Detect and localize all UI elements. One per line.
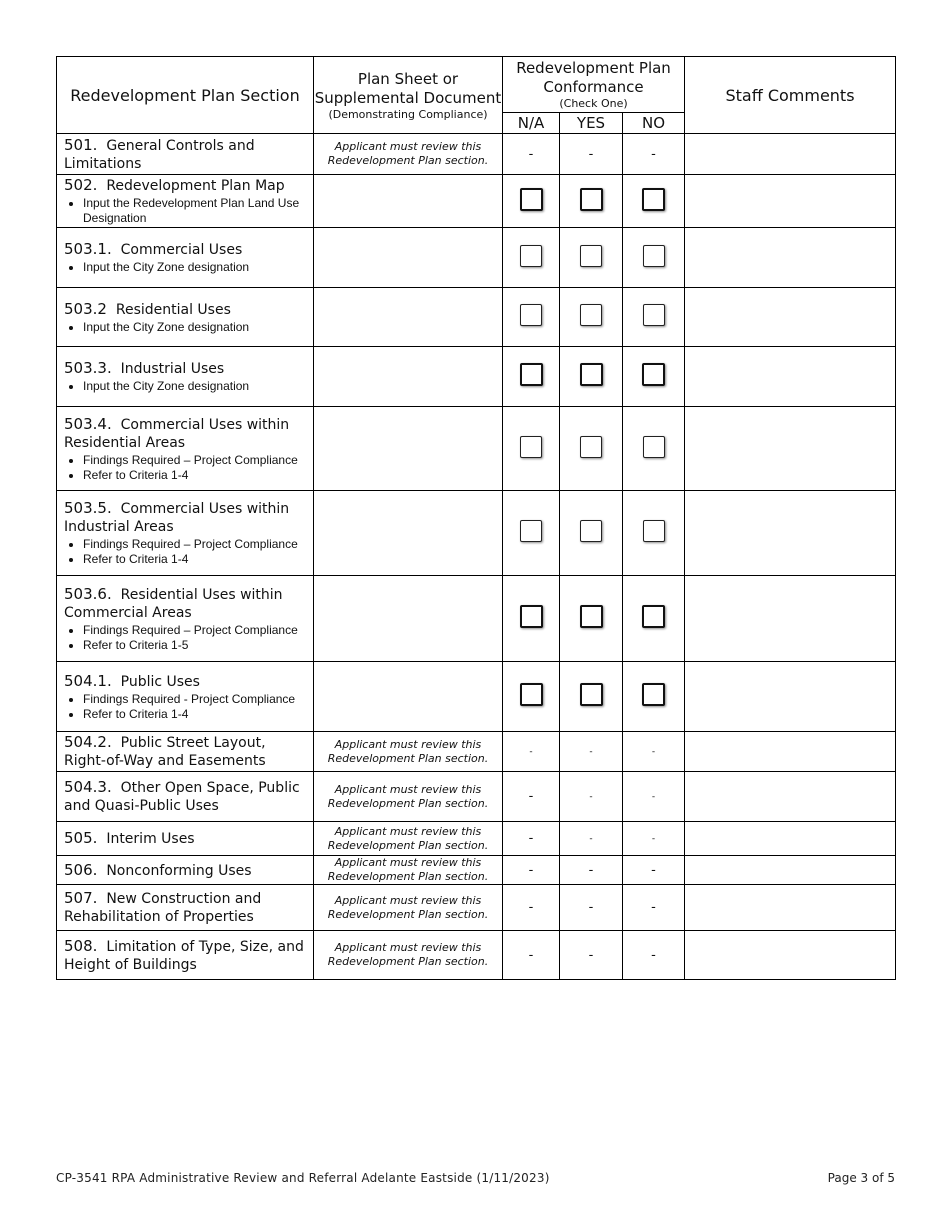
section-number: 506. — [64, 860, 98, 879]
plan-sheet-input[interactable] — [314, 175, 503, 228]
section-cell — [57, 662, 314, 732]
section-bullet: • Refer to Criteria 1-4 — [83, 552, 307, 567]
na-checkbox[interactable] — [520, 605, 543, 628]
section-number: 503.1. — [64, 240, 112, 258]
staff-comments-input[interactable] — [685, 491, 896, 576]
section-heading — [64, 176, 307, 195]
no-dash: - — [623, 134, 685, 175]
section-cell — [57, 576, 314, 662]
na-dash: - — [503, 856, 560, 885]
plan-sheet-input[interactable] — [314, 662, 503, 732]
section-title: Limitation of Type, Size, and Height of Buildings — [64, 938, 304, 973]
section-heading — [64, 778, 307, 815]
section-bullet: • Refer to Criteria 1-4 — [83, 707, 307, 722]
section-number: 507. — [64, 889, 98, 907]
staff-comments-input[interactable] — [685, 288, 896, 347]
section-heading — [64, 861, 307, 880]
table-row — [57, 228, 896, 288]
staff-comments-input[interactable] — [685, 228, 896, 288]
section-number: 505. — [64, 829, 98, 847]
table-row — [57, 491, 896, 576]
section-heading — [64, 733, 307, 770]
section-number: 502. — [64, 176, 98, 194]
header-no: NO — [623, 113, 685, 134]
section-cell — [57, 822, 314, 856]
yes-cell — [560, 228, 623, 288]
na-checkbox[interactable] — [520, 245, 542, 267]
section-number: 503.4. — [64, 414, 112, 433]
yes-dash: - — [560, 772, 623, 822]
header-plan-sheet — [314, 57, 503, 134]
yes-checkbox[interactable] — [580, 605, 603, 628]
section-heading — [64, 672, 307, 691]
footer-form-id: CP-3541 RPA Administrative Review and Referral Adelante Eastside (1/11/2023) — [56, 1171, 550, 1185]
section-number: 501. — [64, 135, 98, 154]
section-number: 503.5. — [64, 499, 112, 517]
section-cell — [57, 491, 314, 576]
staff-comments-input[interactable] — [685, 931, 896, 980]
staff-comments-input[interactable] — [685, 407, 896, 491]
yes-dash: - — [560, 856, 623, 885]
section-title: Commercial Uses — [120, 242, 243, 258]
section-title: General Controls and Limitations — [64, 137, 255, 172]
staff-comments-input[interactable] — [685, 347, 896, 407]
section-bullet: • Findings Required – Project Compliance — [83, 537, 307, 552]
section-cell — [57, 228, 314, 288]
no-cell — [623, 576, 685, 662]
table-row — [57, 885, 896, 931]
header-conformance-title: Redevelopment Plan Conformance — [516, 59, 671, 96]
yes-checkbox[interactable] — [580, 683, 603, 706]
yes-cell — [560, 662, 623, 732]
section-title: Residential Uses — [115, 301, 231, 318]
plan-sheet-note: Applicant must review this Redevelopment Plan section. — [314, 931, 503, 980]
section-title: New Construction and Rehabilitation of Properties — [64, 891, 262, 925]
section-cell — [57, 175, 314, 228]
na-checkbox[interactable] — [520, 304, 542, 326]
section-bullets — [64, 379, 307, 394]
no-dash: - — [623, 885, 685, 931]
no-dash: - — [623, 822, 685, 856]
na-dash: - — [503, 732, 560, 772]
table-row — [57, 134, 896, 175]
section-number: 503.3. — [64, 359, 112, 377]
section-number: 503.2 — [64, 299, 107, 318]
section-cell — [57, 856, 314, 885]
na-checkbox[interactable] — [520, 188, 543, 211]
footer-page-number: Page 3 of 5 — [827, 1171, 895, 1185]
no-cell — [623, 491, 685, 576]
no-checkbox[interactable] — [642, 605, 665, 628]
staff-comments-input[interactable] — [685, 772, 896, 822]
section-bullets — [64, 196, 307, 226]
section-bullets — [64, 692, 307, 722]
section-cell — [57, 407, 314, 491]
staff-comments-input[interactable] — [685, 662, 896, 732]
no-cell — [623, 407, 685, 491]
na-checkbox[interactable] — [520, 520, 542, 542]
na-cell — [503, 662, 560, 732]
section-bullet: • Findings Required - Project Compliance — [83, 692, 307, 707]
section-title: Public Uses — [120, 673, 200, 690]
table-row — [57, 772, 896, 822]
section-heading — [64, 499, 307, 536]
yes-checkbox[interactable] — [580, 304, 602, 326]
na-dash: - — [503, 772, 560, 822]
section-heading — [64, 300, 307, 319]
plan-sheet-note: Applicant must review this Redevelopment Plan section. — [314, 885, 503, 931]
yes-cell — [560, 407, 623, 491]
table-row — [57, 175, 896, 228]
no-dash: - — [623, 732, 685, 772]
staff-comments-input[interactable] — [685, 576, 896, 662]
section-heading — [64, 415, 307, 452]
section-bullets — [64, 260, 307, 275]
section-title: Redevelopment Plan Map — [106, 178, 285, 194]
na-cell — [503, 407, 560, 491]
no-cell — [623, 347, 685, 407]
yes-dash: - — [560, 134, 623, 175]
table-row — [57, 407, 896, 491]
section-heading — [64, 136, 307, 173]
section-cell — [57, 772, 314, 822]
section-title: Residential Uses within Commercial Areas — [64, 586, 283, 621]
table-row — [57, 347, 896, 407]
plan-sheet-note: Applicant must review this Redevelopment Plan section. — [314, 732, 503, 772]
table-row — [57, 822, 896, 856]
section-cell — [57, 931, 314, 980]
section-heading — [64, 937, 307, 974]
header-plan-subtitle: (Demonstrating Compliance) — [328, 107, 488, 121]
section-bullets — [64, 623, 307, 653]
no-dash: - — [623, 856, 685, 885]
section-bullet: • Input the Redevelopment Plan Land Use Designation — [83, 196, 307, 226]
no-checkbox[interactable] — [642, 683, 665, 706]
no-cell — [623, 228, 685, 288]
section-bullet: • Input the City Zone designation — [83, 260, 307, 275]
section-heading — [64, 889, 307, 926]
table-row — [57, 931, 896, 980]
staff-comments-input[interactable] — [685, 822, 896, 856]
na-checkbox[interactable] — [520, 436, 542, 458]
na-dash: - — [503, 885, 560, 931]
section-title: Public Street Layout, Right-of-Way and Easements — [64, 735, 266, 769]
na-cell — [503, 175, 560, 228]
section-title: Commercial Uses within Industrial Areas — [64, 501, 290, 535]
header-staff-comments: Staff Comments — [685, 57, 896, 134]
yes-cell — [560, 576, 623, 662]
no-cell — [623, 288, 685, 347]
plan-sheet-note: Applicant must review this Redevelopment Plan section. — [314, 856, 503, 885]
no-checkbox[interactable] — [642, 188, 665, 211]
no-cell — [623, 662, 685, 732]
section-number: 504.1. — [64, 671, 112, 690]
na-checkbox[interactable] — [520, 683, 543, 706]
na-dash: - — [503, 134, 560, 175]
yes-checkbox[interactable] — [580, 436, 602, 458]
section-heading — [64, 585, 307, 622]
staff-comments-input[interactable] — [685, 885, 896, 931]
na-cell — [503, 288, 560, 347]
na-cell — [503, 491, 560, 576]
plan-sheet-note: Applicant must review this Redevelopment Plan section. — [314, 134, 503, 175]
table-row — [57, 288, 896, 347]
na-dash: - — [503, 931, 560, 980]
plan-sheet-input[interactable] — [314, 288, 503, 347]
section-bullets — [64, 537, 307, 567]
section-cell — [57, 347, 314, 407]
staff-comments-input[interactable] — [685, 175, 896, 228]
staff-comments-input[interactable] — [685, 856, 896, 885]
section-bullet: • Findings Required – Project Compliance — [83, 453, 307, 468]
table-row — [57, 732, 896, 772]
yes-cell — [560, 491, 623, 576]
header-plan-title: Plan Sheet or Supplemental Document — [314, 69, 502, 107]
section-cell — [57, 134, 314, 175]
na-dash: - — [503, 822, 560, 856]
yes-checkbox[interactable] — [580, 245, 602, 267]
na-cell — [503, 347, 560, 407]
section-number: 503.6. — [64, 584, 112, 603]
no-dash: - — [623, 772, 685, 822]
plan-sheet-input[interactable] — [314, 491, 503, 576]
table-row — [57, 856, 896, 885]
section-number: 504.3. — [64, 778, 112, 796]
yes-dash: - — [560, 931, 623, 980]
plan-sheet-input[interactable] — [314, 576, 503, 662]
header-na: N/A — [503, 113, 560, 134]
section-bullet: • Refer to Criteria 1-4 — [83, 468, 307, 483]
section-title: Interim Uses — [106, 831, 195, 847]
section-heading — [64, 359, 307, 378]
yes-checkbox[interactable] — [580, 520, 602, 542]
plan-sheet-input[interactable] — [314, 228, 503, 288]
header-yes: YES — [560, 113, 623, 134]
section-bullets — [64, 320, 307, 335]
plan-sheet-note: Applicant must review this Redevelopment Plan section. — [314, 822, 503, 856]
table-row — [57, 576, 896, 662]
section-title: Nonconforming Uses — [106, 862, 252, 879]
section-bullets — [64, 453, 307, 483]
section-title: Commercial Uses within Residential Areas — [64, 416, 290, 451]
yes-checkbox[interactable] — [580, 188, 603, 211]
plan-sheet-input[interactable] — [314, 407, 503, 491]
no-checkbox[interactable] — [643, 245, 665, 267]
plan-sheet-input[interactable] — [314, 347, 503, 407]
yes-cell — [560, 288, 623, 347]
staff-comments-input[interactable] — [685, 134, 896, 175]
section-number: 508. — [64, 936, 98, 955]
section-bullet: • Input the City Zone designation — [83, 379, 307, 394]
section-bullet: • Input the City Zone designation — [83, 320, 307, 335]
section-cell — [57, 732, 314, 772]
yes-cell — [560, 175, 623, 228]
no-checkbox[interactable] — [642, 363, 665, 386]
no-checkbox[interactable] — [643, 520, 665, 542]
section-cell — [57, 885, 314, 931]
section-heading — [64, 829, 307, 848]
header-conformance — [503, 57, 685, 113]
section-bullet: • Findings Required – Project Compliance — [83, 623, 307, 638]
na-cell — [503, 576, 560, 662]
yes-dash: - — [560, 822, 623, 856]
yes-dash: - — [560, 885, 623, 931]
section-bullet: • Refer to Criteria 1-5 — [83, 638, 307, 653]
no-dash: - — [623, 931, 685, 980]
na-cell — [503, 228, 560, 288]
header-conformance-subtitle: (Check One) — [559, 97, 628, 110]
header-section: Redevelopment Plan Section — [57, 57, 314, 134]
table-row — [57, 662, 896, 732]
section-heading — [64, 240, 307, 259]
no-cell — [623, 175, 685, 228]
no-checkbox[interactable] — [643, 304, 665, 326]
yes-cell — [560, 347, 623, 407]
conformance-table — [56, 56, 896, 980]
yes-dash: - — [560, 732, 623, 772]
na-checkbox[interactable] — [520, 363, 543, 386]
staff-comments-input[interactable] — [685, 732, 896, 772]
section-title: Industrial Uses — [120, 361, 225, 377]
section-cell — [57, 288, 314, 347]
section-number: 504.2. — [64, 733, 112, 751]
section-title: Other Open Space, Public and Quasi-Public Uses — [64, 780, 300, 814]
plan-sheet-note: Applicant must review this Redevelopment Plan section. — [314, 772, 503, 822]
no-checkbox[interactable] — [643, 436, 665, 458]
yes-checkbox[interactable] — [580, 363, 603, 386]
